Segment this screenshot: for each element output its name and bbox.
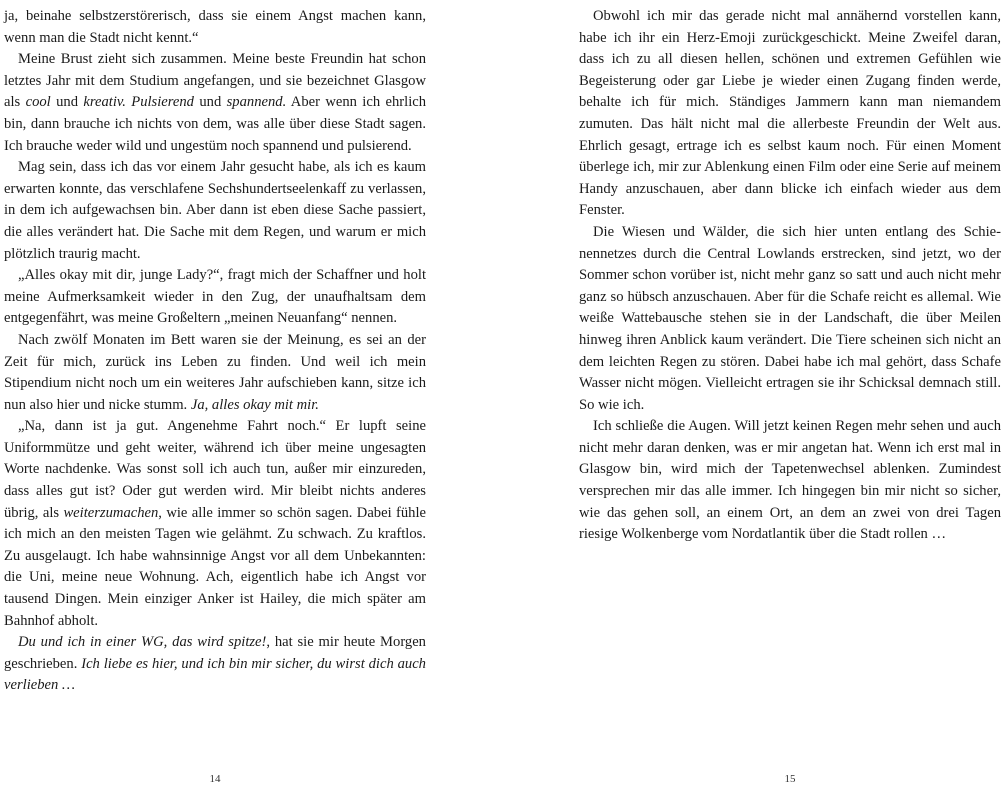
left-page bbox=[4, 0, 426, 800]
paragraph: Nach zwölf Monaten im Bett waren sie der Meinung, es sei an der Zeit für mich, zurück ins Leben zu finden. Und weil ich mein Stipendium nicht noch um ein weiteres Jahr aufschieben kann, sitze ich nun also hier und nicke stumm. Ja, alles okay mit mir. bbox=[4, 331, 426, 413]
paragraph: „Na, dann ist ja gut. Angenehme Fahrt noch.“ Er lupft seine Uniformmütze und geht weiter, während ich über meine ungesagten Worte nachdenke. Was sonst soll ich auch tun, außer mir einzureden, dass alles gut ist? Oder gut werden wird. Mir bleibt nichts anderes übrig, als weiterzumachen, wie alle immer so schön sagen. Dabei fühle ich mich an den meisten Tagen wie gelähmt. Zu schwach. Zu kraftlos. Zu ausgelaugt. Ich habe wahnsinnige Angst vor all dem Unbekannten: die Uni, meine neue Wohnung. Ach, eigentlich habe ich Angst vor tausend Dingen. Mein einziger Anker ist Hailey, die mich später am Bahnhof abholt. bbox=[4, 418, 427, 629]
left-page-text bbox=[4, 6, 426, 697]
right-page-text bbox=[579, 6, 1001, 546]
paragraph: Die Wiesen und Wälder, die sich hier unten entlang des Schienennetzes durch die Central Lowlands erstrecken, sind jetzt, wo der Sommer schon vorüber ist, nicht mehr ganz so satt und auch nicht mehr ganz so hübsch anzuschauen. Aber für die Schafe reicht es allemal. Wie weiße Wattebausche stehen sie in der Landschaft, die über Meilen hinweg ihren Anblick kaum verändert. Die Tiere scheinen sich nicht an dem leichten Regen zu stören. Dabei habe ich mal gehört, dass Schafe Wasser nicht mögen. Vielleicht ertragen sie ihr Schicksal demnach still. So wie ich. bbox=[579, 223, 1001, 413]
paragraph: „Alles okay mit dir, junge Lady?“, fragt mich der Schaffner und holt meine Aufmerksamkeit wieder in den Zug, der unaufhaltsam dem entgegenfährt, was meine Großeltern „meinen Neuanfang“ nennen. bbox=[4, 267, 426, 327]
paragraph: Mag sein, dass ich das vor einem Jahr gesucht habe, als ich es kaum erwarten konnte, das verschlafene Sechshundertseelenkaff zu verlassen, in dem ich aufgewachsen bin. Aber dann ist eben diese Sache passiert, die alles verändert hat. Die Sache mit dem Regen, und warum er mich plötzlich traurig macht. bbox=[4, 159, 426, 262]
paragraph: ja, beinahe selbstzerstörerisch, dass sie einem Angst machen kann, wenn man die Stadt nicht kennt.“ bbox=[4, 8, 426, 46]
paragraph: Meine Brust zieht sich zusammen. Meine beste Freundin hat schon letztes Jahr mit dem Studium angefangen, und sie bezeichnet Glasgow als cool und kreativ. Pulsierend und spannend. Aber wenn ich ehrlich bin, dann brauche ich nichts von dem, was alle über diese Stadt sagen. Ich brauche weder wild und ungestüm noch spannend und pulsierend. bbox=[4, 51, 427, 154]
paragraph: Obwohl ich mir das gerade nicht mal annähernd vorstellen kann, habe ich ihr ein Herz-Emoji zurückgeschickt. Meine Zweifel daran, dass ich zu all diesen hellen, schönen und extremen Gefühlen wie Begeisterung oder gar Liebe je wieder einen Zugang finden werde, behalte ich für mich. Ständiges Jammern kann man niemandem zumuten. Das hält nicht mal die allerbeste Freundin der Welt aus. Ehrlich gesagt, ertrage ich es selbst kaum noch. Für einen Moment überlege ich, mir zur Ablenkung einen Film oder eine Serie auf meinem Handy anzuschauen, aber dann blicke ich einfach wieder aus dem Fenster. bbox=[579, 8, 1001, 219]
page-number: 14 bbox=[209, 773, 221, 785]
page-number: 15 bbox=[784, 773, 796, 785]
paragraph: Du und ich in einer WG, das wird spitze!, hat sie mir heute Morgen geschrieben. Ich liebe es hier, und ich bin mir sicher, du wirst dich auch verlieben … bbox=[4, 634, 426, 694]
right-page bbox=[579, 0, 1001, 800]
paragraph: Ich schließe die Augen. Will jetzt keinen Regen mehr sehen und auch nicht mehr daran denken, was er mir angetan hat. Wenn ich erst mal in Glasgow bin, wird mich der Tapetenwechsel ablenken. Zumindest versprechen mir das alle immer. Ich hingegen bin mir nicht so sicher, wie das gehen soll, an einem Ort, an dem an zwei von drei Tagen riesige Wolkenberge vom Nordatlantik über die Stadt rollen … bbox=[579, 418, 1001, 543]
